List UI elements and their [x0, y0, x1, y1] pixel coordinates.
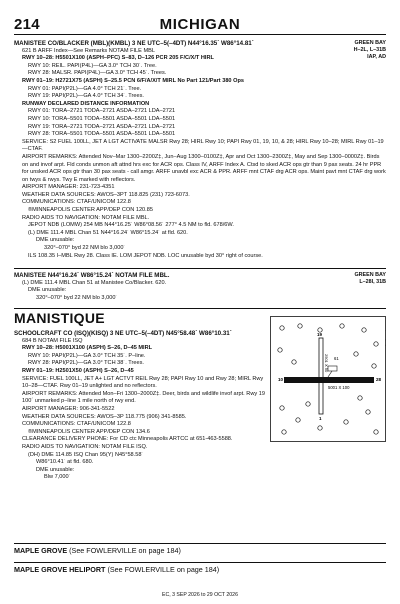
section-divider [14, 308, 386, 309]
chart-ref: H–2L, L–31B [353, 47, 386, 54]
runway-cross-dimensions: 2501 X 50 [324, 354, 329, 373]
chart-ref: GREEN BAY [354, 40, 386, 46]
runway-label: 28 [376, 377, 382, 382]
dme-line: (L) DME 111.4 MBL Chan 51 N44°16.24´ W86°15.24´ at fld. 620. [28, 229, 188, 236]
runway-end-line: RWY 19: PAPI(P2L)—GA 4.0° TCH 34´. Trees. [28, 93, 144, 100]
dme-unusable-detail: 320°–070° byd 22 NM blo 3,000´ [36, 294, 118, 301]
dme-unusable-detail: Blw 7,000´ [44, 474, 71, 481]
see-also-name: MAPLE GROVE [14, 546, 68, 555]
see-also-reference: (See FOWLERVILLE on page 184) [107, 565, 220, 574]
see-also-entry [14, 565, 219, 574]
declared-distance-line: RWY 10: TORA–5501 TODA–5501 ASDA–5501 LDA–5501 [28, 115, 176, 122]
runway-line: RWY 01–19: H2501X50 (ASPH) S–26, D–45 [22, 367, 134, 374]
dme-line: (DH) DME 114.85 ISQ Chan 95(Y) N45°58.58´ [28, 451, 144, 458]
airport-manager: AIRPORT MANAGER: 231-723-4351 [22, 184, 115, 191]
chart-references [354, 40, 386, 62]
obstacle-elevation: 61 [334, 356, 339, 361]
page-footer: EC, 3 SEP 2026 to 29 OCT 2026 [162, 592, 238, 598]
header-divider [14, 34, 386, 35]
page-header [0, 0, 400, 34]
airport-manager: AIRPORT MANAGER: 906-341-5522 [22, 405, 115, 412]
elevation-line: 684 B NOTAM FILE ISQ [22, 337, 83, 344]
communications: COMMUNICATIONS: CTAF/UNICOM 122.8 [22, 421, 131, 428]
airport-diagram [270, 316, 386, 442]
chart-ref: L–28I, 31B [359, 279, 386, 286]
runway-label: 1 [319, 416, 322, 421]
dme-unusable: DME unusable: [28, 287, 67, 294]
see-also-reference: (See FOWLERVILLE on page 184) [69, 546, 181, 555]
dme-line-continued: W86°10.41´ at fld. 680. [36, 459, 94, 466]
approach-control: ®MINNEAPOLIS CENTER APP/DEP CON 120.85 [28, 207, 153, 214]
state-title: MICHIGAN [159, 16, 241, 33]
chart-references [354, 272, 386, 286]
dme-unusable: DME unusable: [36, 466, 75, 473]
dme-unusable: DME unusable: [36, 237, 75, 244]
runway-end-line: RWY 01: PAPI(P2L)—GA 4.0° TCH 21´. Tree. [28, 85, 142, 92]
communications: COMMUNICATIONS: CTAF/UNICOM 122.8 [22, 199, 131, 206]
runway-line: RWY 10–28: H5001X100 (ASPH) S–26, D–45 MIRL [22, 345, 153, 352]
runway-line: RWY 01–19: H2721X75 (ASPH) S–25.5 PCN 6/F/A/X/T MIRL No Part 121/Part 380 Ops [22, 77, 244, 84]
airport-entry-manistee-blacker [14, 40, 386, 262]
declared-distance-line: RWY 28: TORA–5501 TODA–5501 ASDA–5501 LDA–5501 [28, 131, 176, 138]
navaid-name: MANISTEE N44°16.24´ W86°15.24´ NOTAM FILE MBL. [14, 272, 170, 279]
dme-line: (L) DME 111.4 MBL Chan 51 at Manistee Co/Blacker. 620. [22, 279, 167, 286]
dme-unusable-detail: 320°–070° byd 22 NM blo 3,000´ [44, 245, 126, 252]
airport-diagram-svg [270, 316, 386, 442]
ils-line: ILS 108.35 I–MBL Rwy 28. Class IE. LOM JEPOT NDB. LOC unusable byd 30° right of course. [28, 252, 263, 259]
city-heading: MANISTIQUE [14, 310, 105, 326]
navaid-entry-manistee [14, 272, 386, 306]
section-divider [14, 562, 386, 563]
clearance-delivery: CLEARANCE DELIVERY PHONE: For CD ctc Minneapolis ARTCC at 651-463-5588. [22, 436, 233, 443]
runway-main-dimensions: 5001 X 100 [328, 385, 350, 390]
runway-end-line: RWY 10: PAPI(P2L)—GA 3.0° TCH 35´. P–line. [28, 352, 146, 359]
runway-label: 19 [317, 332, 323, 337]
elevation-line: 621 B ARFF Index—See Remarks NOTAM FILE MBL [22, 47, 155, 54]
declared-distance-line: RWY 01: TORA–2721 TODA–2721 ASDA–2721 LDA–2721 [28, 108, 176, 115]
radio-aids-heading: RADIO AIDS TO NAVIGATION: NOTAM FILE MBL. [22, 214, 150, 221]
runway-label: 10 [278, 377, 284, 382]
runway-cross [319, 338, 323, 414]
radio-aids-heading: RADIO AIDS TO NAVIGATION: NOTAM FILE ISQ. [22, 443, 148, 450]
runway-main [284, 377, 374, 383]
section-divider [14, 543, 386, 544]
chart-ref: GREEN BAY [354, 272, 386, 278]
airport-name: SCHOOLCRAFT CO (ISQ)(KISQ) 3 NE UTC–5(–4DT) N45°58.48´ W86°10.31´ [14, 330, 232, 337]
airport-name: MANISTEE CO/BLACKER (MBL)(KMBL) 3 NE UTC–5(–4DT) N44°16.35´ W86°14.81´ [14, 40, 254, 47]
runway-line: RWY 10–28: H5501X100 (ASPH–PFC) S–83, D–126 PCR 205 F/C/X/T HIRL [22, 55, 214, 62]
declared-distance-line: RWY 19: TORA–2721 TODA–2721 ASDA–2721 LDA–2721 [28, 123, 176, 130]
see-also-name: MAPLE GROVE HELIPORT [14, 565, 106, 574]
ndb-line: JEPOT NDB (LOMW) 254 MB N44°16.25´ W86°08.56´ 277° 4.5 NM to fld. 678/6W. [28, 222, 234, 229]
see-also-entry [14, 546, 181, 555]
airport-remarks: AIRPORT REMARKS: Attended Mon–Fri 1300–2000Z‡. Deer, birds and wildlife invof arpt. Rwy 19 100´ unmarked p–line 1 mile north of rwy end. [22, 390, 265, 405]
section-divider [14, 268, 386, 269]
runway-end-line: RWY 10: REIL. PAPI(P4L)—GA 3.0° TCH 30´. Tree. [28, 62, 157, 69]
service-line: SERVICE: S2 FUEL 100LL, JET A LGT ACTIVATE MALSR Rwy 28; HIRL Rwy 10; PAPI Rwy 01, 19, 10, & 28; HIRL Rwy 10–28; MIRL Rwy 01–19—CTAF. [22, 138, 384, 153]
runway-end-line: RWY 28: PAPI(P2L)—GA 3.0° TCH 38´. Trees. [28, 360, 144, 367]
page-number: 214 [14, 16, 40, 33]
approach-control: ®MINNEAPOLIS CENTER APP/DEP CON 134.6 [28, 428, 150, 435]
chart-ref: IAP, AD [367, 54, 386, 61]
declared-distance-heading: RUNWAY DECLARED DISTANCE INFORMATION [22, 100, 150, 107]
runway-end-line: RWY 28: MALSR. PAPI(P4L)—GA 3.0° TCH 45´. Trees. [28, 70, 167, 77]
service-line: SERVICE: FUEL 100LL, JET A+ LGT ACTVT REIL Rwy 28; PAPI Rwy 10 and Rwy 28; MIRL Rwy 10–28—CTAF. Rwy 01–19 unlighted and no reflectors. [22, 375, 264, 390]
weather-data-sources: WEATHER DATA SOURCES: AWOS–3PT 118.825 (231) 723-6073. [22, 191, 190, 198]
weather-data-sources: WEATHER DATA SOURCES: AWOS–3P 118.775 (906) 341-8585. [22, 413, 187, 420]
airport-remarks: AIRPORT REMARKS: Attended Nov–Mar 1300–2200Z‡, Jun–Aug 1300–0100Z‡, Apr and Oct 1300–2300Z‡, May and Sep 1300–0000Z‡. Birds on and invof arpt. Fld conds unmon aft attnd hrs exc for ACR ops. Class IV, ARFF Index A. Ctsd to sked ACR ops gtr than 9 pax seats. 24 hr PPR for unsked ACR ops gtr than 30 pax seats - call amgr. ARFF unavbl exc ACR & PPR. ARFF mnt CTAF drg ACR ops. Maint pavt mnt CTAF drg work on twys & rwys. Twy E marked with reflectors. [22, 153, 386, 183]
